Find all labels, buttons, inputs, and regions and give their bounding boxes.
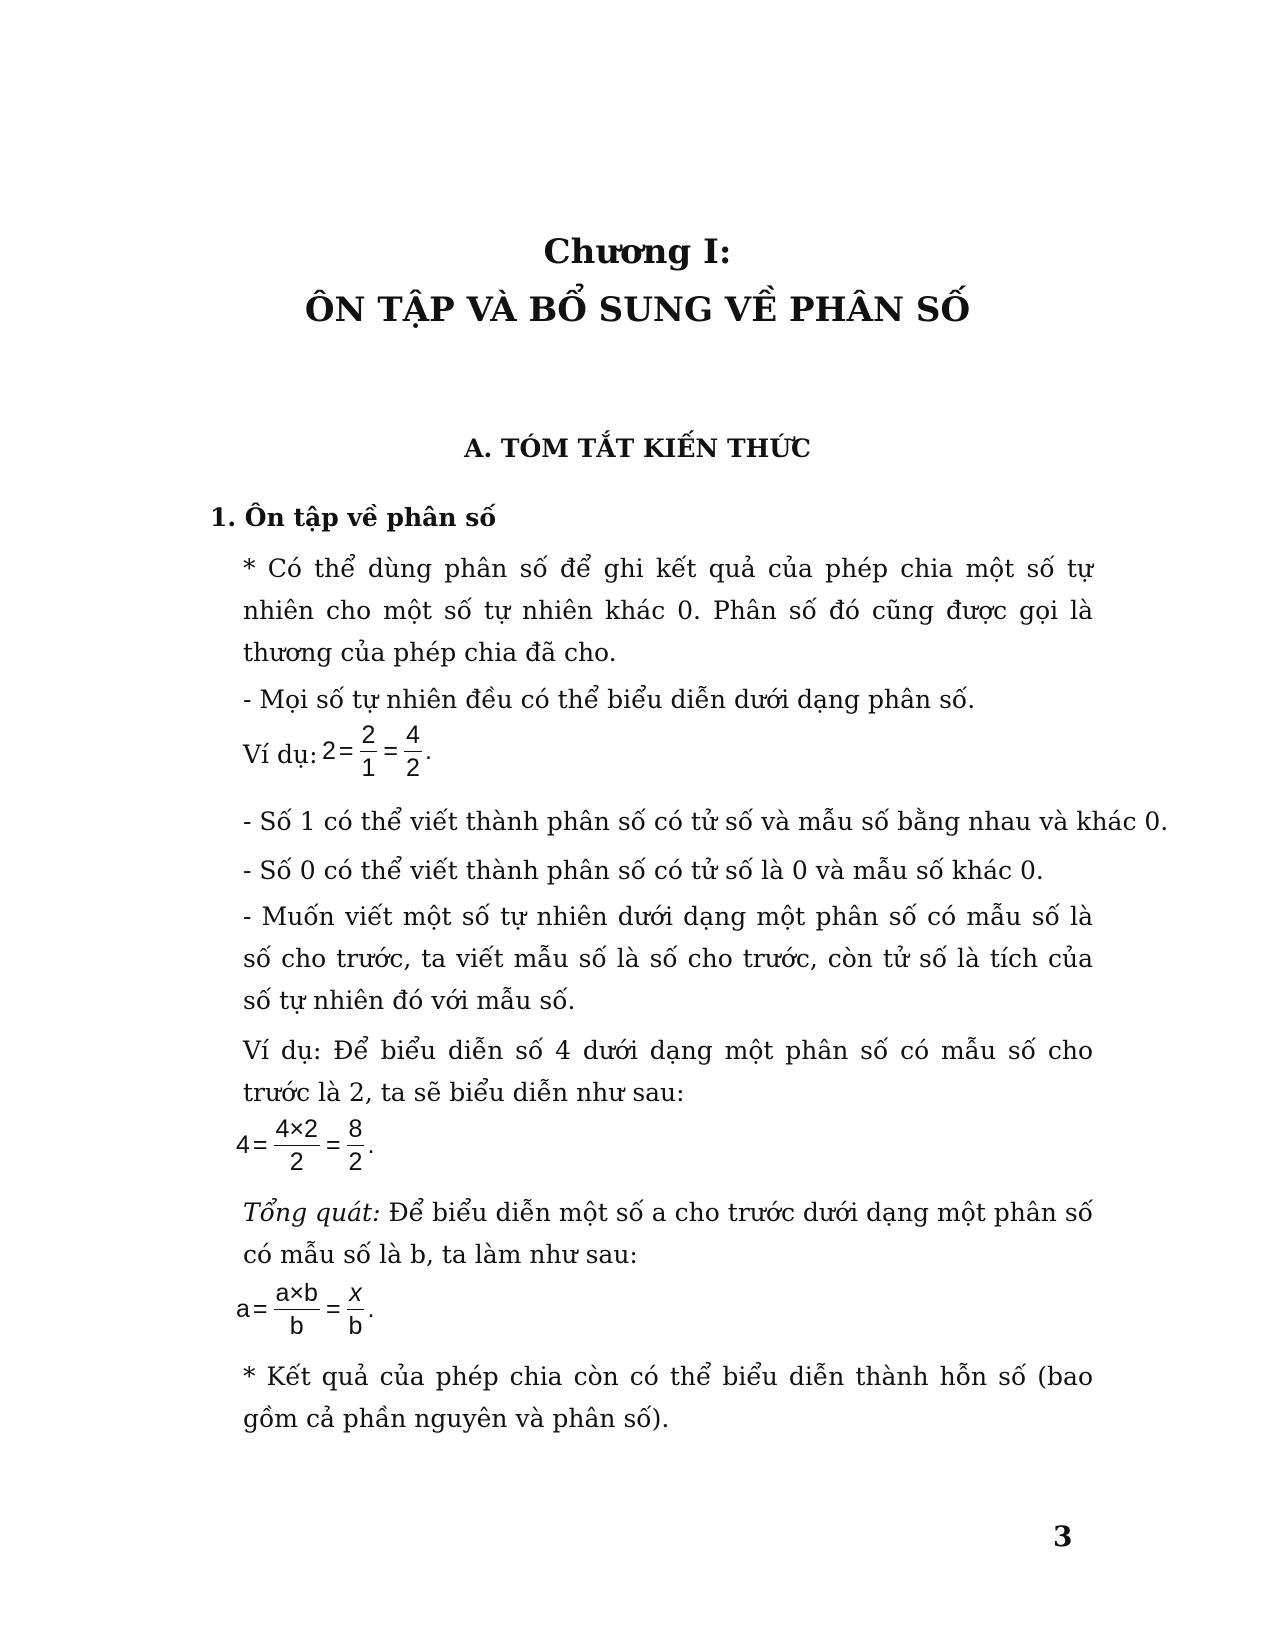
period: .: [367, 1131, 375, 1159]
formula-lhs: a: [236, 1295, 250, 1323]
example-1-label: Ví dụ:: [243, 740, 318, 769]
denominator: b: [289, 1312, 304, 1340]
fraction: [404, 722, 422, 781]
general-formula: [236, 1280, 374, 1339]
period: .: [367, 1295, 375, 1323]
page-number: 3: [1053, 1520, 1073, 1553]
equals-sign: =: [383, 737, 399, 765]
paragraph-7: [243, 1192, 1093, 1276]
general-text: Để biểu diễn một số a cho trước dưới dạng một phân số có mẫu số là b, ta làm như sau:: [243, 1198, 1094, 1269]
subsection-title: 1. Ôn tập về phân số: [210, 503, 497, 532]
example-1-formula: [322, 722, 432, 781]
chapter-label: Chương I:: [543, 232, 732, 272]
general-label: Tổng quát:: [243, 1198, 381, 1227]
paragraph-2: - Mọi số tự nhiên đều có thể biểu diễn dưới dạng phân số.: [243, 685, 976, 714]
fraction: [274, 1116, 320, 1175]
denominator: 2: [289, 1148, 304, 1176]
formula-lhs: 2: [322, 737, 336, 765]
numerator: a×b: [274, 1280, 320, 1310]
fraction: [274, 1280, 320, 1339]
denominator: 2: [406, 754, 420, 782]
equals-sign: =: [252, 1131, 268, 1159]
paragraph-4: - Số 0 có thể viết thành phân số có tử số là 0 và mẫu số khác 0.: [243, 856, 1044, 885]
equals-sign: =: [325, 1131, 341, 1159]
numerator: 4: [404, 722, 422, 752]
example-2-formula: [236, 1116, 374, 1175]
fraction: [347, 1280, 365, 1339]
numerator: 8: [347, 1116, 365, 1146]
fraction: [347, 1116, 365, 1175]
formula-lhs: 4: [236, 1131, 250, 1159]
paragraph-1: * Có thể dùng phân số để ghi kết quả của phép chia một số tự nhiên cho một số tự nhiên khác 0. Phân số đó cũng được gọi là thương của phép chia đã cho.: [243, 554, 1093, 667]
fraction: [360, 722, 378, 781]
equals-sign: =: [325, 1295, 341, 1323]
denominator: 1: [361, 754, 376, 782]
numerator: 2: [360, 722, 378, 752]
paragraph-3: - Số 1 có thể viết thành phân số có tử số và mẫu số bằng nhau và khác 0.: [243, 807, 1169, 836]
equals-sign: =: [338, 737, 354, 765]
denominator: b: [348, 1312, 363, 1340]
section-title: A. TÓM TẮT KIẾN THỨC: [464, 434, 811, 463]
chapter-title: ÔN TẬP VÀ BỔ SUNG VỀ PHÂN SỐ: [304, 290, 971, 330]
equals-sign: =: [252, 1295, 268, 1323]
period: .: [424, 737, 432, 765]
paragraph-8: * Kết quả của phép chia còn có thể biểu diễn thành hỗn số (bao gồm cả phần nguyên và phân số).: [243, 1362, 1093, 1433]
denominator: 2: [348, 1148, 363, 1176]
paragraph-5: - Muốn viết một số tự nhiên dưới dạng một phân số có mẫu số là số cho trước, ta viết mẫu số là số cho trước, còn tử số là tích của số tự nhiên đó với mẫu số.: [243, 902, 1093, 1015]
numerator: x: [347, 1280, 364, 1310]
numerator: 4×2: [274, 1116, 320, 1146]
paragraph-6: Ví dụ: Để biểu diễn số 4 dưới dạng một phân số có mẫu số cho trước là 2, ta sẽ biểu diễn như sau:: [243, 1036, 1093, 1107]
